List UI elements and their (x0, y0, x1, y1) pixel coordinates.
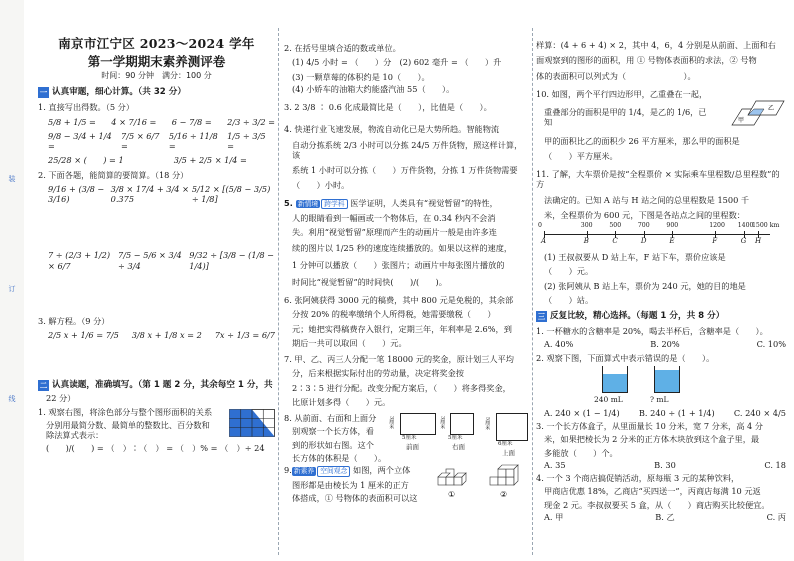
problem: 3/8 x + 1/8 x = 2 (131, 330, 202, 340)
exam-title: 南京市江宁区 2023～2024 学年 (58, 36, 255, 51)
question: 10. 如图，两个平行四边形甲，乙重叠在一起， (536, 88, 708, 99)
option-c[interactable]: C. 10% (756, 339, 786, 350)
tag-badge: 空间观念 (317, 466, 350, 476)
tick-label: 700 (637, 222, 650, 229)
beaker-figure (536, 366, 786, 406)
question-line: （ ）元。 (544, 266, 594, 277)
question-line: 到的形状如右图。这个 (292, 439, 374, 450)
column-2 (284, 40, 530, 555)
question-line: 图形都是由棱长为 1 厘米的正方 (292, 479, 409, 490)
problem: 7 ÷ (2/3 + 1/2) × 6/7 (48, 250, 111, 271)
options-row (544, 339, 786, 349)
question: 4. 一个 3 个商店搞促销活动，原每瓶 3 元的某种饮料， (536, 473, 740, 483)
section-number: 二 (39, 381, 48, 391)
binding-char: 装 (8, 175, 16, 183)
option-a[interactable]: A. 240 × (1 − 1/4) (544, 407, 620, 418)
station-label: H (755, 237, 762, 245)
station-label: G (740, 237, 747, 245)
station-label: E (669, 237, 675, 245)
question-line: (1) 王叔叔要从 D 站上车，F 站下车，票价应该是 (544, 252, 726, 262)
question-line: (2) 张阿姨从 B 站上车，票价为 240 元，她的目的地是 (544, 280, 746, 291)
question: 5. 新情境 跨学科 医学证明，人类具有“视觉暂留”的特性， (284, 197, 498, 208)
tick-label: 500 (609, 222, 622, 229)
section-number: 三 (537, 311, 546, 321)
question-line: 体搭成，① 号物体的表面积可以这 (292, 492, 418, 503)
dim-label: 5厘米 (484, 417, 491, 431)
section-header (536, 311, 786, 322)
problem-row (48, 250, 275, 271)
option-a[interactable]: A. 35 (544, 459, 566, 470)
problem: 5/8 + 1/5 = (48, 116, 96, 127)
options-row (544, 408, 786, 418)
question: 8. 从前面、右面和上面分 (284, 413, 377, 424)
tick-label: 1200 (709, 222, 725, 229)
question-line: 分，后来根据实际付出的劳动量，决定将奖金按 (292, 368, 464, 379)
question-line: 米，如果把棱长为 2 分米的正方体木块放到这个盒子里，最 (544, 434, 760, 445)
question-line: 时间比“视觉暂留”的时间快( )/( )。 (292, 276, 447, 287)
station-label: C (612, 237, 618, 245)
question-line: 自动分拣系统 2/3 小时可以分拣 24/5 万件货物，照这样计算，该 (292, 139, 523, 160)
question: 9. 新素养 空间观念 如图，两个立体 (284, 465, 411, 476)
question-10-block (536, 89, 786, 161)
question-line: (1) 4/5 小时 = （ ）分 (2) 602 毫升 = （ ）升 (292, 57, 502, 68)
question-line: 面观察到的图形的面积，用 ① 号物体表面积的求法，② 号物 (536, 55, 757, 66)
section-title: 认真审题，细心计算。（共 32 分） (52, 87, 186, 98)
question: 2. 在括号里填合适的数或单位。 (284, 43, 401, 53)
question-9-block (284, 465, 530, 503)
question-line: 除法算式表示： (46, 430, 104, 440)
question: 2. 观察下图，下面算式中表示错误的是（ ）。 (536, 352, 715, 363)
problem: 2/5 x + 1/6 = 7/5 (48, 330, 119, 340)
problem: 1/5 ÷ 3/5 = (227, 130, 266, 151)
parallelogram-figure (730, 99, 786, 129)
problem: 9/32 ÷ [3/8 − (1/8 − 1/4)] (189, 250, 275, 271)
tag-badge: 跨学科 (321, 199, 347, 209)
station-label: D (640, 237, 647, 245)
question: 1. 直接写出得数。（5 分） (38, 102, 135, 113)
problem-row (48, 155, 275, 165)
option-a[interactable]: A. 40% (544, 339, 574, 350)
problem: 7x ÷ 1/3 = 6/7 (214, 330, 275, 340)
right-view-rect (450, 413, 474, 435)
tag-badge: 新素养 (293, 467, 315, 476)
exam-meta: 时间：90 分钟 满分：100 分 (101, 71, 212, 81)
option-b[interactable]: B. 30 (654, 459, 676, 470)
problem: 5/16 ÷ 11/8 = (168, 130, 218, 151)
problem: 9/8 − 3/4 + 1/4 = (48, 130, 112, 151)
problem-row (48, 330, 275, 340)
cube-figures (436, 463, 528, 501)
section-title: 反复比较，精心选择。（每题 1 分，共 8 分） (550, 311, 725, 322)
option-a[interactable]: A. 甲 (544, 511, 564, 522)
question-line: （ ）平方厘米。 (544, 150, 618, 161)
problem: 9/16 + (3/8 − 3/16) (48, 183, 105, 204)
column-divider (532, 28, 533, 555)
front-view-rect (400, 413, 436, 435)
top-view-rect (496, 413, 528, 441)
question: 6. 张阿姨获得 3000 元的稿费，其中 800 元是免税的，其余部 (284, 295, 514, 306)
option-b[interactable]: B. 乙 (655, 511, 675, 522)
question-line: 失。利用“视觉暂留”原理而产生的动画片一般是由许多连 (292, 227, 497, 238)
dim-label: 5厘米 (448, 435, 463, 442)
problem: 7/5 − 5/6 × 3/4 ÷ 3/4 (118, 250, 182, 271)
question-line: (4) 小娇车的油箱大约能盛汽油 55（ ）。 (292, 83, 455, 94)
section-number: 一 (39, 88, 48, 98)
tick-label: 1400 (737, 222, 754, 229)
question-line: 重叠部分的面积是甲的 1/4，是乙的 1/6，已知 (544, 107, 707, 128)
question-line: 样算：(4 + 6 + 4) × 2，其中 4，6，4 分别是从前面、上面和右 (536, 40, 776, 50)
beaker-label: 240 mL (594, 394, 623, 404)
beaker-2 (654, 366, 680, 393)
problem-row (48, 184, 275, 205)
problem: 6 − 7/8 = (171, 116, 212, 127)
tag-badge: 新情境 (297, 199, 319, 208)
option-b[interactable]: B. 20% (650, 339, 680, 350)
question-line: (3) 一颗草莓的体积约是 10（ ）。 (292, 71, 430, 82)
question: 4. 快递行业飞速发展，物流自动化已是大势所趋。智能物流 (284, 124, 500, 135)
figure-label-1: ① (448, 490, 456, 500)
three-views-figure (388, 413, 528, 461)
shaded-grid-figure (229, 409, 275, 437)
question: 3. 一个长方体盒子，从里面量长 10 分米，宽 7 分米，高 4 分 (536, 421, 763, 431)
question-line: 长方体的体积是（ ）。 (292, 452, 387, 463)
question-line: 比原计划多得（ ）元。 (292, 396, 391, 407)
mileage-axis (536, 222, 786, 248)
section-header (38, 87, 275, 98)
question-text: 医学证明，人类具有“视觉暂留”的特性， (350, 197, 498, 208)
dim-label: 5厘米 (402, 435, 417, 442)
question-line: 体的表面积可以列式为（ ）。 (536, 70, 696, 81)
question: 7. 甲、乙、丙三人分配一笔 18000 元的奖金，原计划三人平均 (284, 354, 514, 365)
question-line: 分按 20% 的税率缴纳个人所得税，她需要缴税（ ） (292, 309, 496, 320)
column-1 (38, 36, 275, 555)
dim-label: 3厘米 (439, 416, 446, 430)
question: 11. 了解，大车票价是按“全程票价 × 实际乘车里程数/总里程数”的方 (536, 169, 780, 190)
question: 2. 下面各题，能简算的要简算。（18 分） (38, 169, 189, 180)
problem-row (48, 131, 275, 152)
problem: 25/28 × ( ) = 1 (48, 155, 124, 166)
problem: 7/5 × 6/7 = (121, 130, 160, 151)
station-label: F (712, 237, 718, 245)
option-c[interactable]: C. 240 × 4/5 (733, 407, 786, 418)
section-header (38, 380, 275, 391)
tick-label: 0 (538, 222, 542, 229)
question-line: 米，全程票价为 600 元，下图是各站点之间的里程数： (544, 209, 745, 220)
shape-label-jia: 甲 (738, 116, 745, 124)
question-line: 元；她把实得稿费存入银行，定期三年，年利率是 2.6%，到 (292, 323, 512, 334)
section-title: 认真读题，准确填写。（第 1 题 2 分，其余每空 1 分，共 (52, 380, 273, 391)
binding-char: 订 (8, 285, 16, 293)
question: 3. 解方程。（9 分） (38, 315, 110, 326)
binding-char: 线 (8, 395, 16, 403)
problem-row (48, 117, 275, 127)
view-label: 右面 (452, 443, 465, 452)
question-8-block (284, 413, 530, 461)
figure-label-2: ② (500, 490, 508, 500)
beaker-1 (602, 366, 628, 393)
dim-label: 6厘米 (498, 441, 513, 448)
question-line: 别观察一个长方体，看 (292, 426, 374, 437)
options-row (544, 460, 786, 470)
binding-margin (0, 0, 24, 561)
question-line: 法确定的。已知 A 站与 H 站之间的总里程数是 1500 千 (544, 194, 750, 205)
axis-line (544, 234, 770, 235)
question-line: 甲商店优惠 18%，乙商店“买四送一”，丙商店每满 10 元返 (544, 486, 761, 497)
view-label: 前面 (406, 443, 419, 452)
question-line: 分别用最简分数、最简单的整数比、百分数和 (46, 419, 210, 430)
question-line: 现金 2 元。李叔叔要买 5 盒，从（ ）商店购买比较便宜。 (544, 499, 770, 510)
question-line: （ ）小时。 (292, 180, 350, 191)
question-line: 多能放（ ）个。 (544, 447, 618, 458)
question: 1. 一杯糖水的含糖率是 20%，喝去半杯后，含糖率是（ ）。 (536, 326, 768, 336)
exam-subtitle: 第一学期期末素养测评卷 (87, 53, 226, 69)
tick-label: 300 (580, 222, 593, 229)
option-c[interactable]: C. 丙 (766, 511, 786, 522)
problem: 2/3 ÷ 3/2 = (227, 116, 275, 127)
question-line: 人的眼睛看到一幅画或一个物体后，在 0.34 秒内不会消 (292, 212, 496, 223)
problem: 5/12 × [(5/8 − 3/5) ÷ 1/8] (191, 183, 271, 204)
question-text: 如图，两个立体 (353, 465, 411, 476)
question-line: 2∶3∶5 进行分配。改变分配方案后，（ ）将多得奖金， (292, 382, 511, 393)
shape-label-yi: 乙 (768, 104, 775, 112)
dim-label: 3厘米 (388, 416, 395, 430)
section-title-cont: 22 分） (46, 393, 76, 404)
problem: 4 × 7/16 = (111, 116, 157, 127)
problem: 3/5 + 2/5 × 1/4 = (173, 155, 247, 166)
station-label: B (583, 237, 589, 245)
column-3 (536, 40, 786, 555)
problem: 3/8 × 17/4 + 3/4 × 0.375 (110, 183, 189, 204)
option-c[interactable]: C. 18 (764, 459, 786, 470)
column-divider (278, 28, 279, 555)
question-line: 1 分钟可以播放（ ）张图片；动画片中每张图片播放的 (292, 259, 505, 270)
tick-label: 900 (666, 222, 679, 229)
tick-label: 1500 km (752, 222, 780, 229)
option-b[interactable]: B. 240 ÷ (1 + 1/4) (638, 407, 715, 418)
question-line: 期后一共可以取回（ ）元。 (292, 337, 407, 348)
station-label: A (541, 237, 547, 245)
question-line: 续的图片以 1/25 秒的速度连续播放的。如果以这样的速度， (292, 243, 513, 254)
beaker-label: ? mL (650, 394, 669, 404)
fill-blank-line[interactable]: ( )/( ) = （ ）∶（ ） = （ ）% = （ ）÷ 24 (46, 443, 265, 454)
question-line: 甲的面积比乙的面积少 26 平方厘米，那么甲的面积是 (544, 135, 740, 146)
question: 1. 观察右图，将涂色部分与整个图形面积的关系 (38, 406, 213, 417)
question-line: （ ）站。 (544, 294, 594, 305)
view-label: 上面 (502, 449, 515, 458)
options-row (544, 512, 786, 522)
question: 3. 2 3/8 ∶ 0.6 化成最简比是（ ），比值是（ ）。 (284, 102, 492, 112)
question-line: 系统 1 小时可以分拣（ ）万件货物，分拣 1 万件货物需要 (292, 165, 518, 175)
